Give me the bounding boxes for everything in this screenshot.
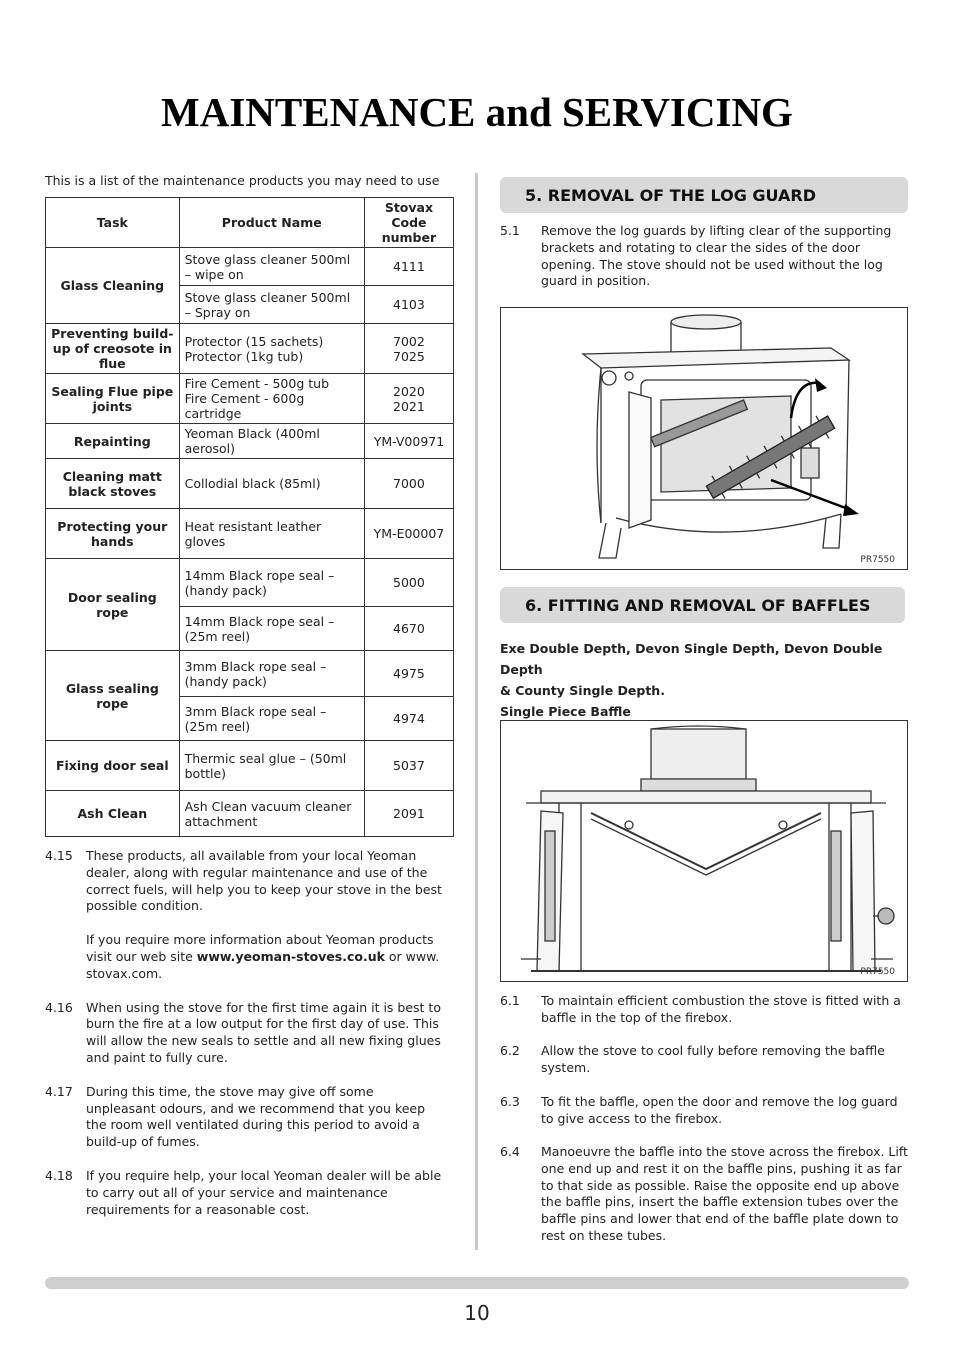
- subheading-line: Single Piece Baffle: [500, 704, 631, 719]
- table-row: [46, 424, 454, 459]
- table-row: [46, 741, 454, 791]
- table-row: [46, 559, 454, 607]
- table-row: [46, 651, 454, 697]
- paragraph-website: [45, 932, 445, 982]
- para-text: When using the stove for the first time again it is best to burn the fire at a low output for the first day of use. This will allow the new seals to settle and all new fixing glues and paint to fully cure.: [86, 999, 441, 1065]
- paragraph-6-4: [500, 1144, 910, 1245]
- table-row: [46, 248, 454, 286]
- footer-bar: [45, 1277, 909, 1289]
- paragraph-4-17: [45, 1084, 445, 1151]
- subheading-line: & County Single Depth.: [500, 683, 665, 698]
- code-cell: 4974: [364, 697, 453, 741]
- table-row: [46, 791, 454, 837]
- products-table: [45, 197, 454, 837]
- code-cell: 4103: [364, 286, 453, 324]
- column-divider: [475, 173, 478, 1250]
- paragraph-5-1: [500, 223, 910, 290]
- para-text: [86, 932, 445, 982]
- para-number: 6.4: [500, 1144, 520, 1159]
- product-cell: Heat resistant leather gloves: [179, 509, 364, 559]
- para-number: 6.1: [500, 993, 520, 1008]
- product-cell: Collodial black (85ml): [179, 459, 364, 509]
- task-cell: Glass Cleaning: [46, 248, 180, 324]
- figure-reference: PR7550: [860, 967, 895, 977]
- header-task: Task: [46, 198, 180, 248]
- product-cell: Stove glass cleaner 500ml – wipe on: [179, 248, 364, 286]
- product-cell: 14mm Black rope seal – (handy pack): [179, 559, 364, 607]
- code-cell: 5037: [364, 741, 453, 791]
- product-cell: 3mm Black rope seal – (25m reel): [179, 697, 364, 741]
- product-cell: 14mm Black rope seal – (25m reel): [179, 607, 364, 651]
- paragraph-6-2: [500, 1043, 910, 1077]
- para-number: [45, 932, 86, 982]
- code-cell: 7002 7025: [364, 324, 453, 374]
- code-cell: 5000: [364, 559, 453, 607]
- product-cell: Thermic seal glue – (50ml bottle): [179, 741, 364, 791]
- intro-text: This is a list of the maintenance products you may need to use: [45, 173, 440, 188]
- table-row: [46, 509, 454, 559]
- code-cell: 2091: [364, 791, 453, 837]
- para-text: Manoeuvre the baffle into the stove across the firebox. Lift one end up and rest it on the baffle pins, pushing it as far to that side as possible. Raise the opposite end up above the baffle pins, insert the baffle extension tubes over the baffle pins and lower that end of the baffle plate down to rest on these tubes.: [541, 1144, 908, 1243]
- task-cell: Preventing build-up of creosote in flue: [46, 324, 180, 374]
- paragraph-4-16: [45, 1000, 445, 1067]
- paragraph-6-3: [500, 1094, 910, 1128]
- paragraph-4-15: [45, 848, 445, 915]
- para-text: During this time, the stove may give off some unpleasant odours, and we recommend that you keep the room well ventilated during this period to avoid a build-up of fumes.: [86, 1083, 426, 1150]
- task-cell: Fixing door seal: [46, 741, 180, 791]
- para-text-pre: If you require more information about Yeoman products visit our web site: [86, 932, 434, 964]
- para-number: 4.18: [45, 1167, 73, 1183]
- section-6-subheading: [500, 638, 910, 722]
- para-text: Remove the log guards by lifting clear of the supporting brackets and rotating to clear the sides of the door opening. The stove should not be used without the log guard in position.: [541, 223, 892, 289]
- task-cell: Ash Clean: [46, 791, 180, 837]
- table-header-row: [46, 198, 454, 248]
- page-number: 10: [464, 1301, 490, 1325]
- stove-log-guard-illustration: [501, 308, 907, 569]
- para-number: 4.15: [45, 848, 73, 863]
- stove-baffle-illustration: [501, 721, 907, 981]
- product-cell: 3mm Black rope seal – (handy pack): [179, 651, 364, 697]
- para-text: To fit the baffle, open the door and remove the log guard to give access to the firebox.: [541, 1094, 898, 1126]
- para-number: 6.3: [500, 1094, 520, 1109]
- task-cell: Sealing Flue pipe joints: [46, 374, 180, 424]
- baffle-figure: [500, 720, 908, 982]
- task-cell: Door sealing rope: [46, 559, 180, 651]
- website-link[interactable]: www.yeoman-stoves.co.uk: [196, 948, 385, 964]
- paragraph-4-18: [45, 1168, 445, 1218]
- product-cell: Fire Cement - 500g tub Fire Cement - 600g cartridge: [179, 374, 364, 424]
- code-cell: 4670: [364, 607, 453, 651]
- code-cell: YM-E00007: [364, 509, 453, 559]
- table-row: [46, 324, 454, 374]
- paragraph-6-1: [500, 993, 910, 1027]
- para-text: To maintain efficient combustion the stove is fitted with a baffle in the top of the firebox.: [541, 993, 901, 1025]
- log-guard-figure: [500, 307, 908, 570]
- section-5-heading: 5. REMOVAL OF THE LOG GUARD: [500, 177, 908, 213]
- product-cell: Yeoman Black (400ml aerosol): [179, 424, 364, 459]
- product-cell: Ash Clean vacuum cleaner attachment: [179, 791, 364, 837]
- section-6-heading: 6. FITTING AND REMOVAL OF BAFFLES: [500, 587, 905, 623]
- task-cell: Protecting your hands: [46, 509, 180, 559]
- task-cell: Glass sealing rope: [46, 651, 180, 741]
- code-cell: 7000: [364, 459, 453, 509]
- task-cell: Cleaning matt black stoves: [46, 459, 180, 509]
- para-number: 4.16: [45, 999, 73, 1015]
- table-row: [46, 459, 454, 509]
- para-number: 6.2: [500, 1043, 520, 1058]
- code-cell: 2020 2021: [364, 374, 453, 424]
- para-text-post: or www. stovax.com.: [86, 948, 440, 981]
- para-number: 5.1: [500, 223, 520, 238]
- subheading-line: Exe Double Depth, Devon Single Depth, Devon Double Depth: [500, 641, 883, 677]
- code-cell: 4975: [364, 651, 453, 697]
- para-number: 4.17: [45, 1083, 73, 1099]
- product-cell: Stove glass cleaner 500ml – Spray on: [179, 286, 364, 324]
- code-cell: YM-V00971: [364, 424, 453, 459]
- product-cell: Protector (15 sachets) Protector (1kg tub): [179, 324, 364, 374]
- code-cell: 4111: [364, 248, 453, 286]
- para-text: These products, all available from your local Yeoman dealer, along with regular maintenance and use of the correct fuels, will help you to keep your stove in the best possible condition.: [86, 848, 442, 914]
- para-text: Allow the stove to cool fully before removing the baffle system.: [541, 1043, 885, 1075]
- figure-reference: PR7550: [860, 555, 895, 565]
- para-text: If you require help, your local Yeoman dealer will be able to carry out all of your service and maintenance requirements for a reasonable cost.: [86, 1167, 442, 1217]
- left-paragraphs: [45, 848, 445, 1235]
- table-row: [46, 374, 454, 424]
- task-cell: Repainting: [46, 424, 180, 459]
- page-title: MAINTENANCE and SERVICING: [161, 89, 793, 135]
- header-product: Product Name: [179, 198, 364, 248]
- header-code: Stovax Code number: [364, 198, 453, 248]
